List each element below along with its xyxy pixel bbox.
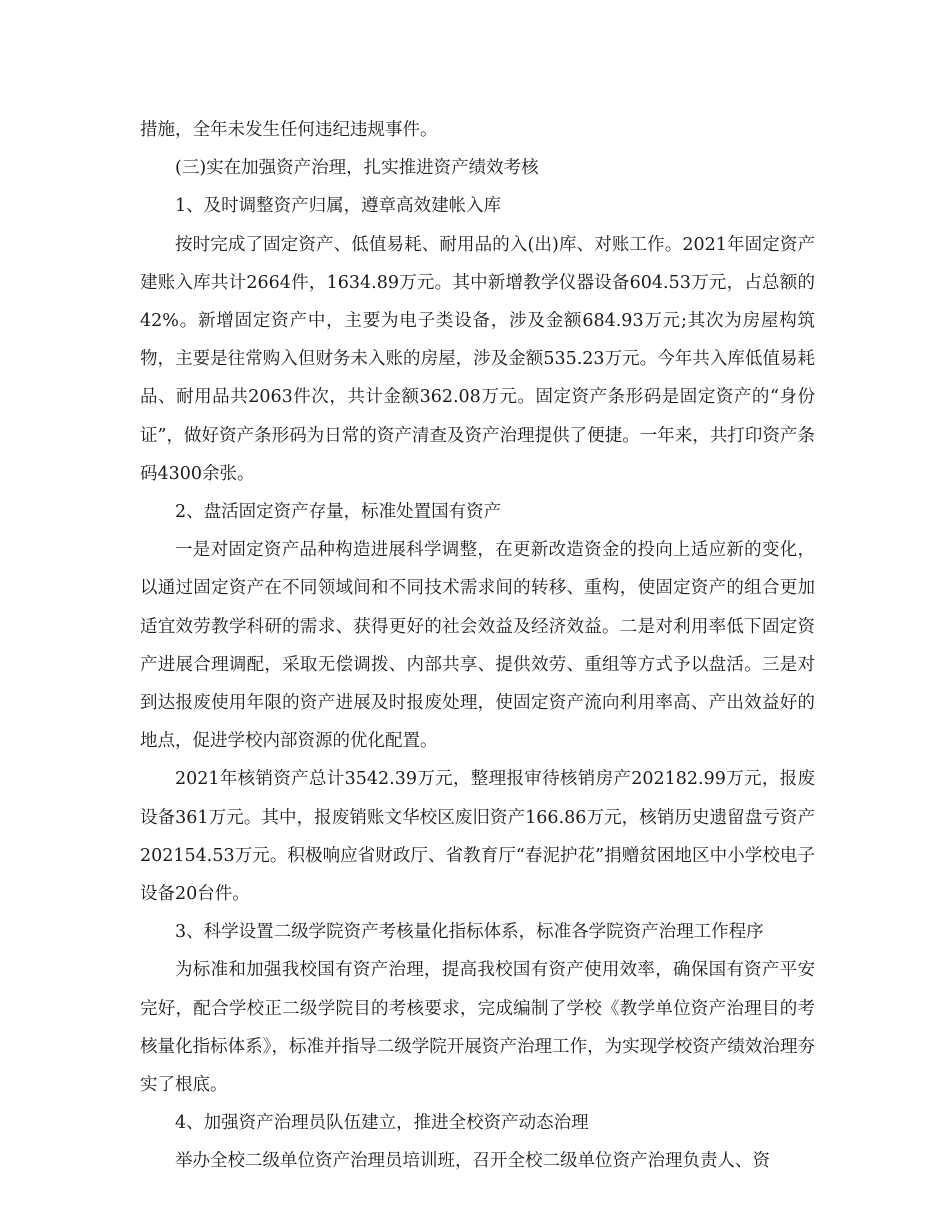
paragraph-training: 举办全校二级单位资产治理员培训班，召开全校二级单位资产治理负责人、资 <box>175 1151 770 1172</box>
subheading-3: 3、科学设置二级学院资产考核量化指标体系，标准各学院资产治理工作程序 <box>175 922 764 943</box>
paragraph-asset-registration: 按时完成了固定资产、低值易耗、耐用品的入(出)库、对账工作。2021年固定资产建账入库共计2664件，1634.89万元。其中新增教学仪器设备604.53万元，占总额的42%。新增固定资产中，主要为电子类设备，涉及金额684.93万元;其次为房屋构筑物，主要是往常购入但财务未入账的房屋，涉及金额535.23万元。今年共入库低值易耗品、耐用品共2063件次，共计金额362.08万元。固定资产条形码是固定资产的“身份证”，做好资产条形码为日常的资产清查及资产治理提供了便捷。一年来，共打印资产条码4300余张。 <box>140 234 815 484</box>
document-body <box>140 111 815 1181</box>
section-heading-3: (三)实在加强资产治理，扎实推进资产绩效考核 <box>175 158 539 179</box>
subheading-2: 2、盘活固定资产存量，标准处置国有资产 <box>175 502 502 523</box>
paragraph-asset-writeoff: 2021年核销资产总计3542.39万元，整理报审待核销房产202182.99万元，报废设备361万元。其中，报废销账文华校区废旧资产166.86万元，核销历史遗留盘亏资产202154.53万元。积极响应省财政厅、省教育厅“春泥护花”捐赠贫困地区中小学校电子设备20台件。 <box>140 769 815 905</box>
paragraph-asset-revitalization: 一是对固定资产品种构造进展科学调整，在更新改造资金的投向上适应新的变化，以通过固定资产在不同领域间和不同技术需求间的转移、重构，使固定资产的组合更加适宜效劳教学科研的需求、获得更好的社会效益及经济效益。二是对利用率低下固定资产进展合理调配，采取无偿调拨、内部共享、提供效劳、重组等方式予以盘活。三是对到达报废使用年限的资产进展及时报废处理，使固定资产流向利用率高、产出效益好的地点，促进学校内部资源的优化配置。 <box>140 540 815 752</box>
subheading-1: 1、及时调整资产归属，遵章高效建帐入库 <box>175 196 502 217</box>
subheading-4: 4、加强资产治理员队伍建立，推进全校资产动态治理 <box>175 1113 589 1134</box>
paragraph-assessment-system: 为标准和加强我校国有资产治理，提高我校国有资产使用效率，确保国有资产平安完好，配合学校正二级学院目的考核要求，完成编制了学校《教学单位资产治理目的考核量化指标体系》，标准并指导二级学院开展资产治理工作，为实现学校资产绩效治理夯实了根底。 <box>140 960 815 1096</box>
paragraph-1: 措施，全年未发生任何违纪违规事件。 <box>140 120 438 140</box>
